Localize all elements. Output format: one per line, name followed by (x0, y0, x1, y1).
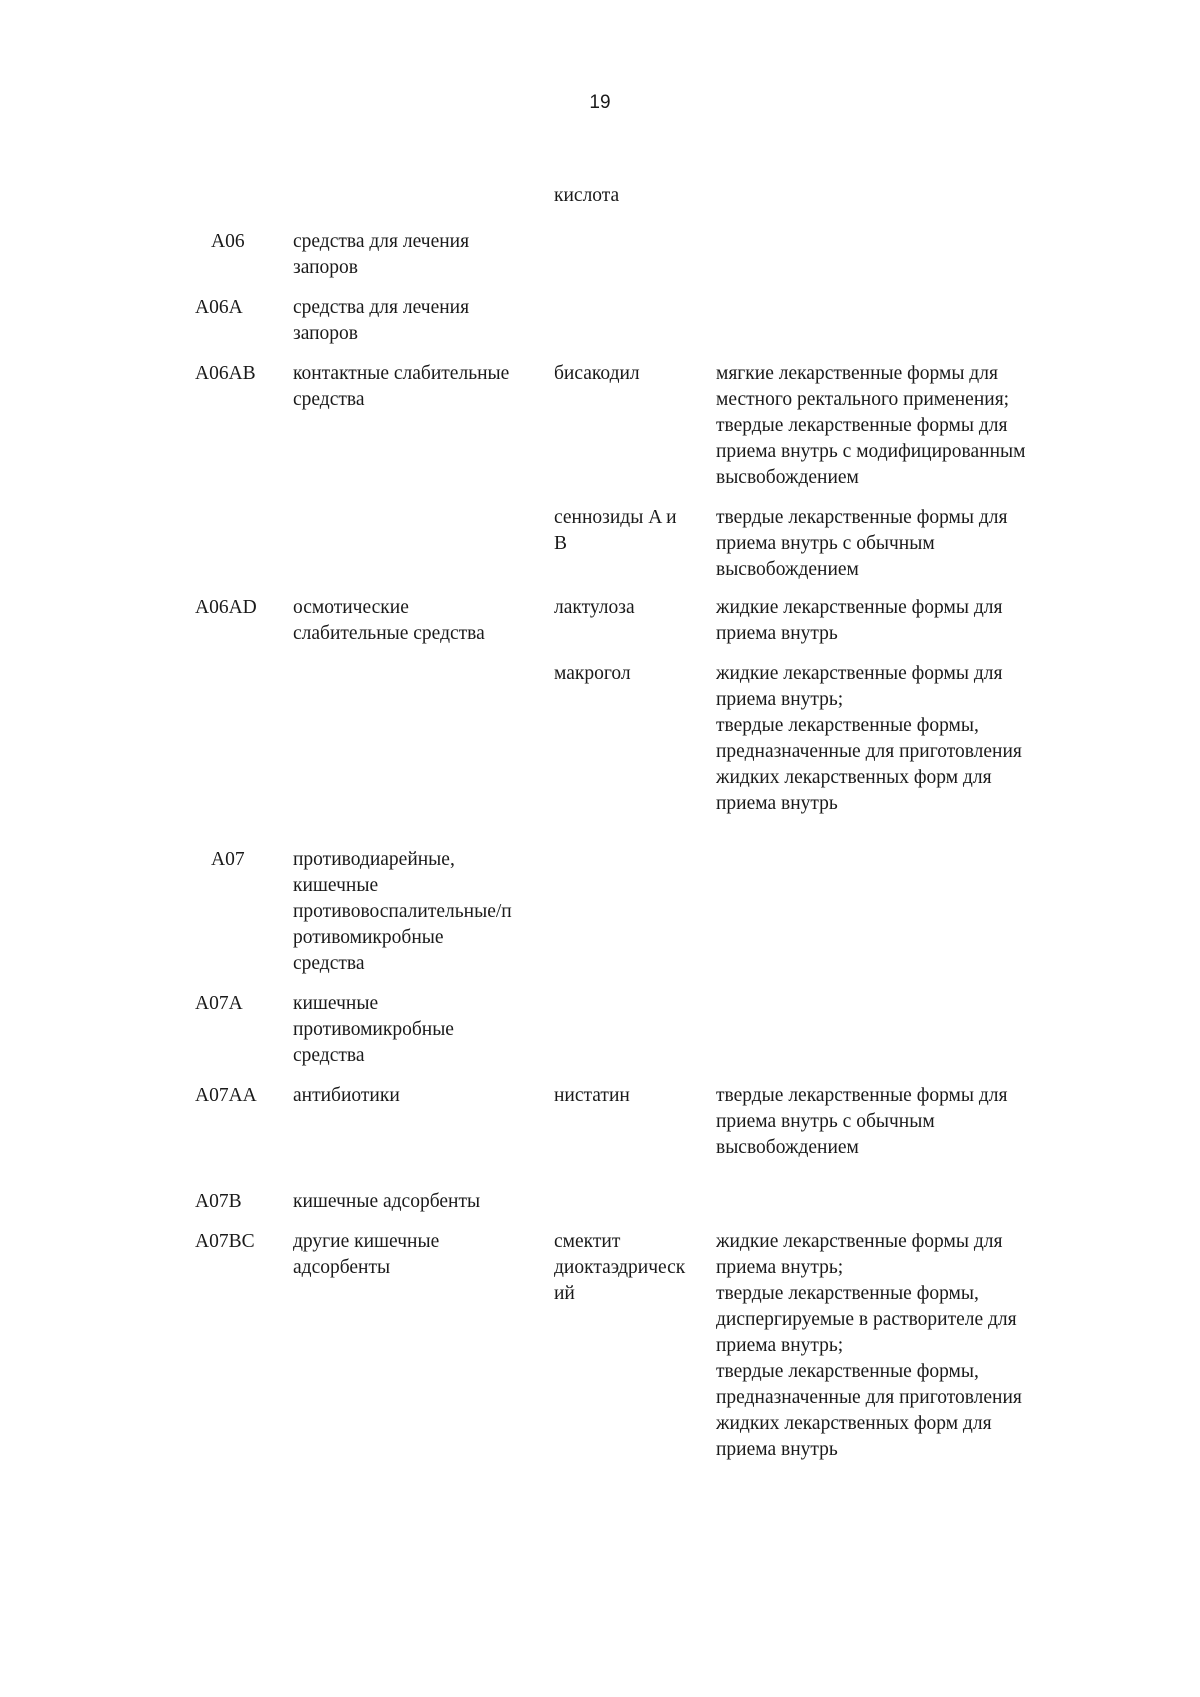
table-row (185, 847, 1105, 977)
dosage-form: жидкие лекарственные формы для приема внутрь (716, 597, 1003, 644)
table-row (185, 661, 1105, 817)
table-row (185, 183, 1105, 209)
atc-group-name: противодиарейные, кишечные противовоспалительные/п ротивомикробные средства (293, 849, 512, 974)
dosage-form: твердые лекарственные формы для приема внутрь с обычным высвобождением (716, 507, 1008, 580)
atc-group-name: средства для лечения запоров (293, 231, 470, 278)
atc-group-name: кишечные адсорбенты (293, 1191, 481, 1212)
drug-name: кислота (554, 185, 620, 206)
dosage-form: жидкие лекарственные формы для приема внутрь; твердые лекарственные формы, предназначенные для приготовления жидких лекарственных форм для приема внутрь (716, 663, 1022, 814)
atc-code: A06AD (195, 597, 257, 618)
table-row (185, 1083, 1105, 1161)
table-row (185, 1229, 1105, 1463)
page-number: 19 (589, 92, 611, 113)
table-row (185, 229, 1105, 281)
atc-code: A07A (195, 993, 243, 1014)
table-row (185, 991, 1105, 1069)
atc-code: A07 (211, 849, 245, 870)
atc-code: A07BC (195, 1231, 255, 1252)
dosage-form: твердые лекарственные формы для приема внутрь с обычным высвобождением (716, 1085, 1008, 1158)
atc-group-name: контактные слабительные средства (293, 363, 510, 410)
atc-group-name: другие кишечные адсорбенты (293, 1231, 440, 1278)
dosage-form: мягкие лекарственные формы для местного ректального применения; твердые лекарственные формы для приема внутрь с модифицированным высвобождением (716, 363, 1026, 488)
atc-group-name: антибиотики (293, 1085, 400, 1106)
table-row (185, 1189, 1105, 1215)
drug-name: сеннозиды A и B (554, 507, 677, 554)
atc-group-name: средства для лечения запоров (293, 297, 470, 344)
atc-code: A06A (195, 297, 243, 318)
drug-classification-table (185, 183, 1105, 1463)
table-row (185, 295, 1105, 347)
drug-name: смектит диоктаэдрическ ий (554, 1231, 686, 1304)
atc-code: A06AB (195, 363, 256, 384)
atc-code: A07AA (195, 1085, 257, 1106)
atc-code: A06 (211, 231, 245, 252)
drug-name: бисакодил (554, 363, 640, 384)
atc-code: A07B (195, 1191, 242, 1212)
drug-name: макрогол (554, 663, 631, 684)
table-row (185, 505, 1105, 583)
table-row (185, 361, 1105, 491)
atc-group-name: осмотические слабительные средства (293, 597, 485, 644)
drug-name: нистатин (554, 1085, 630, 1106)
table-row (185, 595, 1105, 647)
dosage-form: жидкие лекарственные формы для приема внутрь; твердые лекарственные формы, диспергируемые в растворителе для приема внутрь; твердые лекарственные формы, предназначенные для приготовления жидких лекарственных форм для приема внутрь (716, 1231, 1022, 1460)
drug-name: лактулоза (554, 597, 635, 618)
atc-group-name: кишечные противомикробные средства (293, 993, 454, 1066)
